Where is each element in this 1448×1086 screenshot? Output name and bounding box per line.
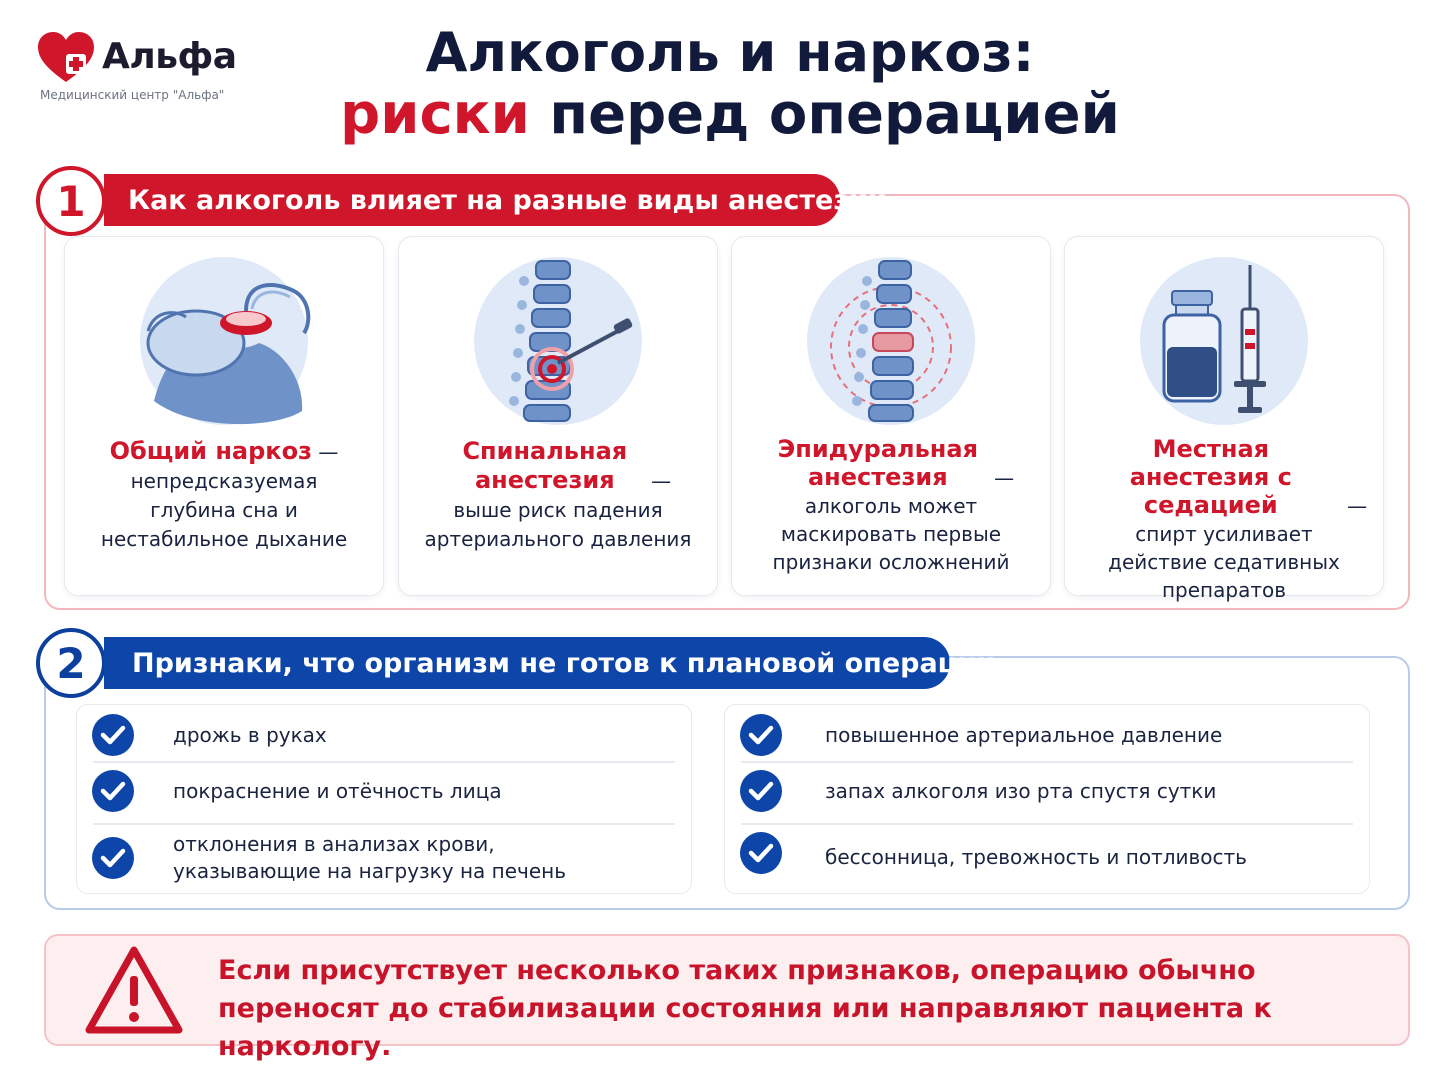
card1-dash: — [312,440,339,464]
list-item [739,713,1355,757]
title-line2-rest: перед операцией [529,82,1120,147]
check-circle-icon [739,713,783,757]
logo-name: Альфа [102,36,237,77]
card3-description: алкоголь может маскировать первые признаки осложнений [772,494,1010,574]
card3-dash: — [987,466,1015,490]
spine-epidural-icon [801,251,981,431]
card1-text [75,437,373,554]
check-circle-icon [739,831,783,875]
check-circle-icon [91,769,135,813]
card4-highlight: Местная анестезия с седацией [1129,435,1292,519]
heart-cross-icon [36,30,96,86]
list-item [91,713,677,757]
sign-label: дрожь в руках [173,722,327,747]
check-circle-icon [91,713,135,757]
anesthesia-mask-icon [134,251,314,431]
section2-number: 2 [36,628,106,698]
divider [741,823,1353,825]
sign-label: отклонения в анализах крови, указывающие на нагрузку на печень [173,832,566,883]
card2-highlight: Спинальная анестезия [462,437,628,494]
vial-syringe-icon [1134,251,1314,431]
card1-highlight: Общий наркоз [109,437,312,465]
section1-heading: Как алкоголь влияет на разные виды анестезии [104,174,840,226]
card4-text [1075,435,1373,604]
card2-text [409,437,707,554]
card-general-anesthesia [64,236,384,596]
section1-number: 1 [36,166,106,236]
clinic-logo [36,30,266,110]
warning-triangle-icon [84,944,184,1036]
title-line1: Алкоголь и наркоз: [425,21,1035,84]
title-accent: риски [340,82,530,147]
check-circle-icon [739,769,783,813]
card4-description: спирт усиливает действие седативных препаратов [1108,522,1340,602]
list-item [91,769,677,813]
sign-label: бессонница, тревожность и потливость [825,844,1247,869]
card2-dash: — [644,469,672,493]
check-circle-icon [91,836,135,880]
logo-subtitle: Медицинский центр "Альфа" [40,88,225,102]
page-title [300,22,1160,146]
card-spinal-anesthesia [398,236,718,596]
sign-label: покраснение и отёчность лица [173,778,502,803]
list-item [91,831,677,885]
divider [93,761,675,763]
warning-banner [44,934,1410,1062]
divider [741,761,1353,763]
spine-injection-icon [468,251,648,431]
card-local-anesthesia [1064,236,1384,602]
sign-label: запах алкоголя изо рта спустя сутки [825,778,1217,803]
signs-list-right [724,704,1370,894]
sign-label: повышенное артериальное давление [825,722,1223,747]
signs-list-left [76,704,692,894]
card2-description: выше риск падения артериального давления [424,498,692,551]
list-item [739,769,1355,813]
card-epidural-anesthesia [731,236,1051,596]
warning-text: Если присутствует несколько таких признаков, операцию обычно переносят до стабилизации состояния или направляют пациента к наркологу. [218,955,1272,1062]
list-item [739,831,1355,875]
section2-heading: Признаки, что организм не готов к плановой операции [104,637,950,689]
card1-description: непредсказуемая глубина сна и нестабильное дыхание [100,469,348,551]
divider [93,823,675,825]
card3-text [742,435,1040,576]
title-line2 [300,84,1160,146]
card4-dash: — [1340,494,1368,518]
card3-highlight: Эпидуральная анестезия [777,435,978,491]
